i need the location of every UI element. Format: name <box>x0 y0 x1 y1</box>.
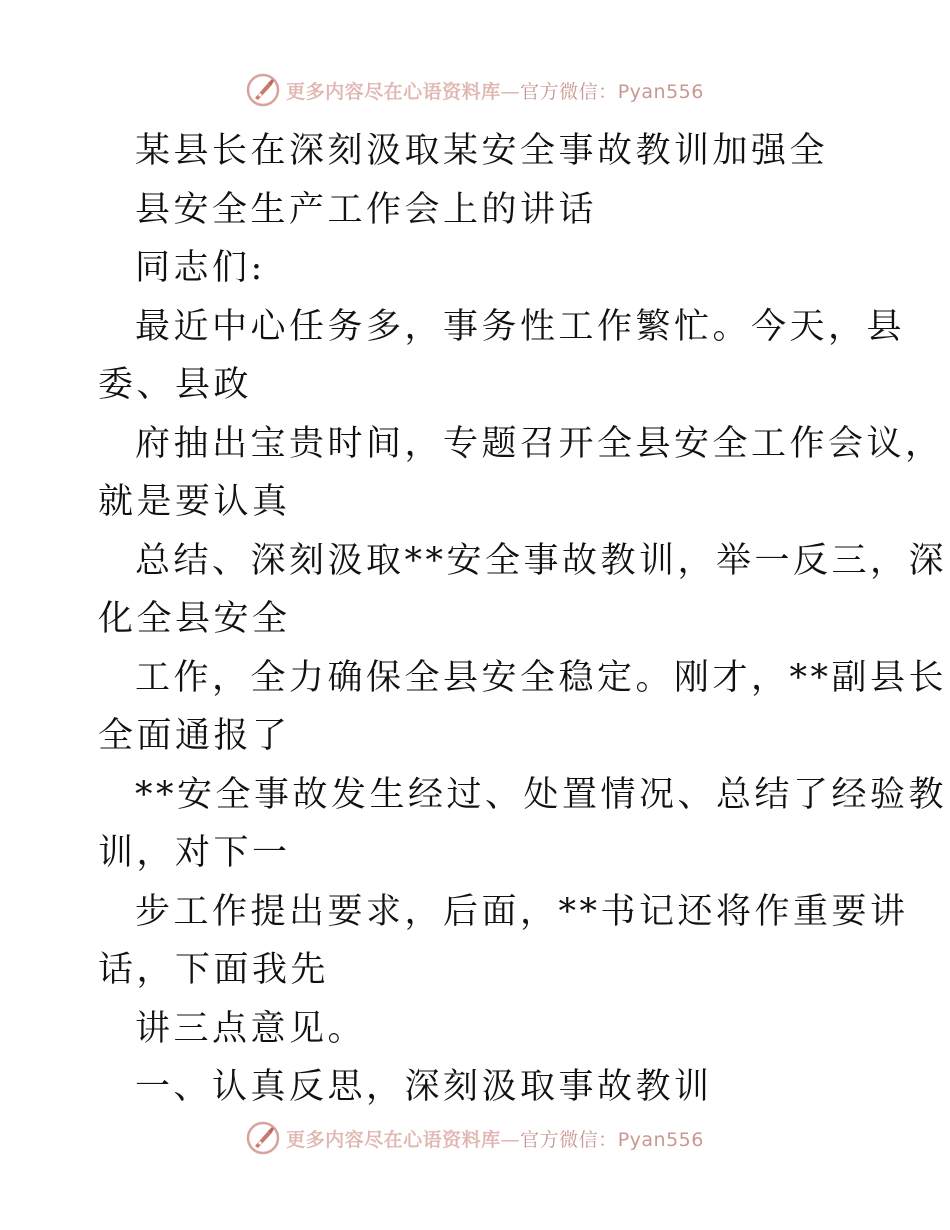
paragraph-line: 委、县政 <box>98 365 253 405</box>
paragraph-line: 讲三点意见。 <box>135 1008 367 1049</box>
paragraph-line: 话，下面我先 <box>98 950 330 990</box>
title-line-2: 县安全生产工作会上的讲话 <box>135 189 598 230</box>
section-heading: 一、认真反思，深刻汲取事故教训 <box>135 1067 713 1107</box>
document-body <box>98 122 948 1117</box>
paragraph-line: 工作，全力确保全县安全稳定。刚才，**副县长 <box>135 657 948 698</box>
paragraph-line: 府抽出宝贵时间，专题召开全县安全工作会议， <box>135 423 944 464</box>
paragraph-line: **安全事故发生经过、处置情况、总结了经验教 <box>135 774 948 815</box>
watermark-text: 更多内容尽在心语资料库—官方微信：Pyan556 <box>286 1128 704 1151</box>
paragraph-line: 化全县安全 <box>98 599 291 639</box>
pen-nib-logo-icon <box>246 73 280 107</box>
watermark-banner-top <box>0 70 950 110</box>
watermark-banner-bottom <box>0 1118 950 1158</box>
paragraph-line: 步工作提出要求，后面，**书记还将作重要讲 <box>135 891 909 932</box>
paragraph-line: 最近中心任务多，事务性工作繁忙。今天，县 <box>135 306 906 347</box>
paragraph-line: 训，对下一 <box>98 833 291 873</box>
pen-nib-logo-icon <box>246 1121 280 1155</box>
paragraph-line: 总结、深刻汲取**安全事故教训，举一反三，深 <box>135 540 948 581</box>
paragraph-line: 就是要认真 <box>98 482 291 522</box>
salutation: 同志们: <box>135 248 266 288</box>
paragraph-line: 全面通报了 <box>98 716 291 756</box>
title-line-1: 某县长在深刻汲取某安全事故教训加强全 <box>135 131 829 171</box>
watermark-text: 更多内容尽在心语资料库—官方微信：Pyan556 <box>286 80 704 103</box>
